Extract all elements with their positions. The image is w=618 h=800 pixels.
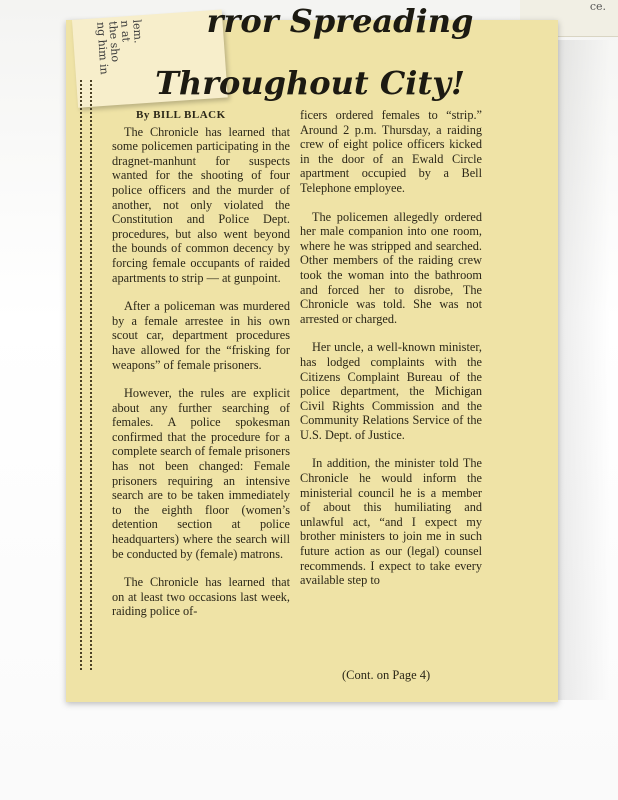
paragraph: The Chronicle has learned that on at least two occasions last week, raiding police of- (112, 575, 290, 619)
fragment-text: ce. (589, 0, 606, 13)
article-column-left (112, 108, 290, 633)
headline (90, 0, 530, 104)
paragraph: The Chronicle has learned that some policemen participating in the dragnet-manhunt for suspects wanted for the shooting of four police officers and the murder of another, not only violated the Constitution and Police Dept. procedures, but also went beyond the bounds of common decency by forcing female occupants of raided apartments to strip — at gunpoint. (112, 124, 290, 285)
paragraph: After a policeman was murdered by a female arrestee in his own scout car, department procedures have allowed for the “frisking for weapons” of female prisoners. (112, 299, 290, 372)
decorative-border (80, 80, 92, 670)
torn-fragment-text: lem. n at the sho ng him in (94, 19, 145, 76)
paragraph: Her uncle, a well-known minister, has lodged complaints with the Citizens Complaint Bureau of the police department, the Michigan Civil Rights Commission and the Community Relations Service of the U.S. Dept. of Justice. (300, 340, 482, 442)
headline-line-2: Throughout City! (155, 64, 465, 102)
headline-line-1: rror Spreading (206, 2, 474, 40)
paragraph: In addition, the minister told The Chronicle he would inform the ministerial council he is a member of about this humiliating and unlawful act, “and I expect my brother ministers to join me in such future action as our (legal) counsel recommends. I expect to take every available step to (300, 456, 482, 588)
paragraph: The policemen allegedly ordered her male companion into one room, where he was stripped and searched. Other members of the raiding crew took the woman into the bathroom and forced her to disrobe, The Chronicle was told. She was not arrested or charged. (300, 209, 482, 326)
paragraph: However, the rules are explicit about any further searching of females. A police spokesman confirmed that the procedure for a complete search of female prisoners has not been changed: Female prisoners requiring an intensive search are to be taken immediately to the eighth floor (women’s detention section at police headquarters) where the search will be conducted by (female) matrons. (112, 386, 290, 561)
paragraph: ficers ordered females to “strip.” Around 2 p.m. Thursday, a raiding crew of eight police officers kicked in the door of an Ewald Circle apartment occupied by a Bell Telephone employee. (300, 108, 482, 195)
byline: By BILL BLACK (136, 109, 226, 121)
continuation-note: (Cont. on Page 4) (342, 668, 431, 682)
article-column-right (300, 108, 482, 602)
